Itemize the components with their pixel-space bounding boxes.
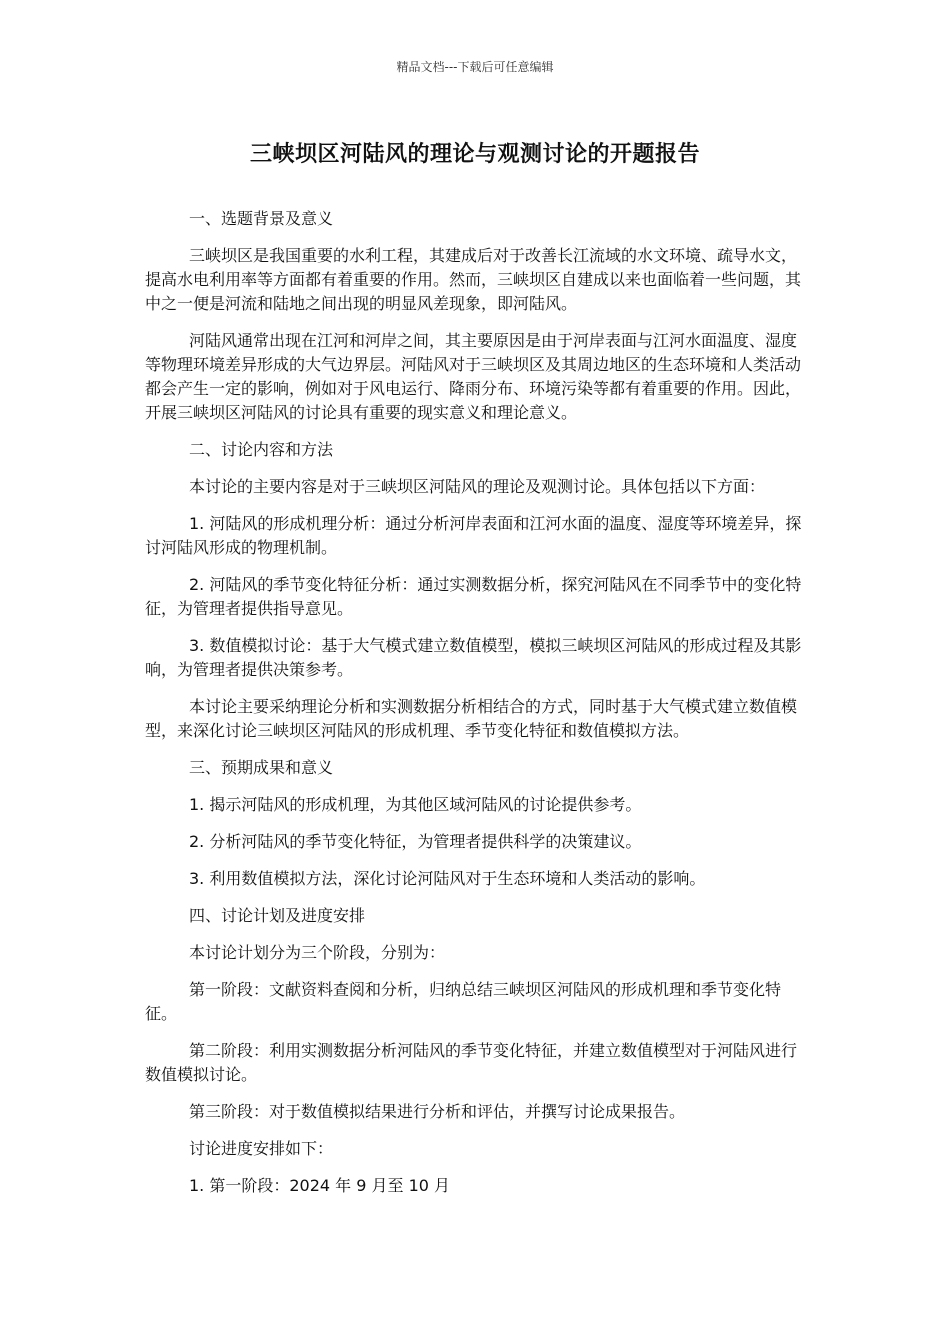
paragraph: 本讨论计划分为三个阶段，分别为：: [189, 943, 446, 962]
phase-item: 第三阶段：对于数值模拟结果进行分析和评估，并撰写讨论成果报告。: [189, 1102, 686, 1121]
phase-item: 第一阶段：文献资料查阅和分析，归纳总结三峡坝区河陆风的形成机理和季节变化特征。: [145, 980, 782, 1023]
paragraph: 三峡坝区是我国重要的水利工程，其建成后对于改善长江流域的水文环境、疏导水文，提高水电利用率等方面都有着重要的作用。然而，三峡坝区自建成以来也面临着一些问题，其中之一便是河流和陆地之间出现的明显风差现象，即河陆风。: [145, 246, 802, 313]
phase-item: 第二阶段：利用实测数据分析河陆风的季节变化特征，并建立数值模型对于河陆风进行数值模拟讨论。: [145, 1041, 798, 1084]
list-item: 1. 揭示河陆风的形成机理，为其他区域河陆风的讨论提供参考。: [189, 795, 642, 814]
paragraph: 本讨论的主要内容是对于三峡坝区河陆风的理论及观测讨论。具体包括以下方面：: [189, 477, 766, 496]
paragraph: 本讨论主要采纳理论分析和实测数据分析相结合的方式，同时基于大气模式建立数值模型，来深化讨论三峡坝区河陆风的形成机理、季节变化特征和数值模拟方法。: [145, 697, 798, 740]
list-item: 3. 数值模拟讨论：基于大气模式建立数值模型，模拟三峡坝区河陆风的形成过程及其影响，为管理者提供决策参考。: [145, 636, 802, 679]
section-heading: 四、讨论计划及进度安排: [189, 906, 366, 925]
schedule-item: 1. 第一阶段：2024 年 9 月至 10 月: [189, 1176, 451, 1195]
list-item: 2. 河陆风的季节变化特征分析：通过实测数据分析，探究河陆风在不同季节中的变化特征，为管理者提供指导意见。: [145, 575, 802, 618]
document-body: [145, 207, 810, 1211]
list-item: 2. 分析河陆风的季节变化特征，为管理者提供科学的决策建议。: [189, 832, 642, 851]
list-item: 1. 河陆风的形成机理分析：通过分析河岸表面和江河水面的温度、湿度等环境差异，探讨河陆风形成的物理机制。: [145, 514, 802, 557]
page-header-note: 精品文档---下载后可任意编辑: [396, 60, 554, 74]
paragraph: 河陆风通常出现在江河和河岸之间，其主要原因是由于河岸表面与江河水面温度、湿度等物理环境差异形成的大气边界层。河陆风对于三峡坝区及其周边地区的生态环境和人类活动都会产生一定的影响，例如对于风电运行、降雨分布、环境污染等都有着重要的作用。因此，开展三峡坝区河陆风的讨论具有重要的现实意义和理论意义。: [145, 331, 802, 422]
section-heading: 二、讨论内容和方法: [189, 440, 334, 459]
document-title: 三峡坝区河陆风的理论与观测讨论的开题报告: [249, 142, 700, 167]
paragraph: 讨论进度安排如下：: [189, 1139, 334, 1158]
list-item: 3. 利用数值模拟方法，深化讨论河陆风对于生态环境和人类活动的影响。: [189, 869, 706, 888]
section-heading: 一、选题背景及意义: [189, 209, 334, 228]
section-heading: 三、预期成果和意义: [189, 758, 334, 777]
